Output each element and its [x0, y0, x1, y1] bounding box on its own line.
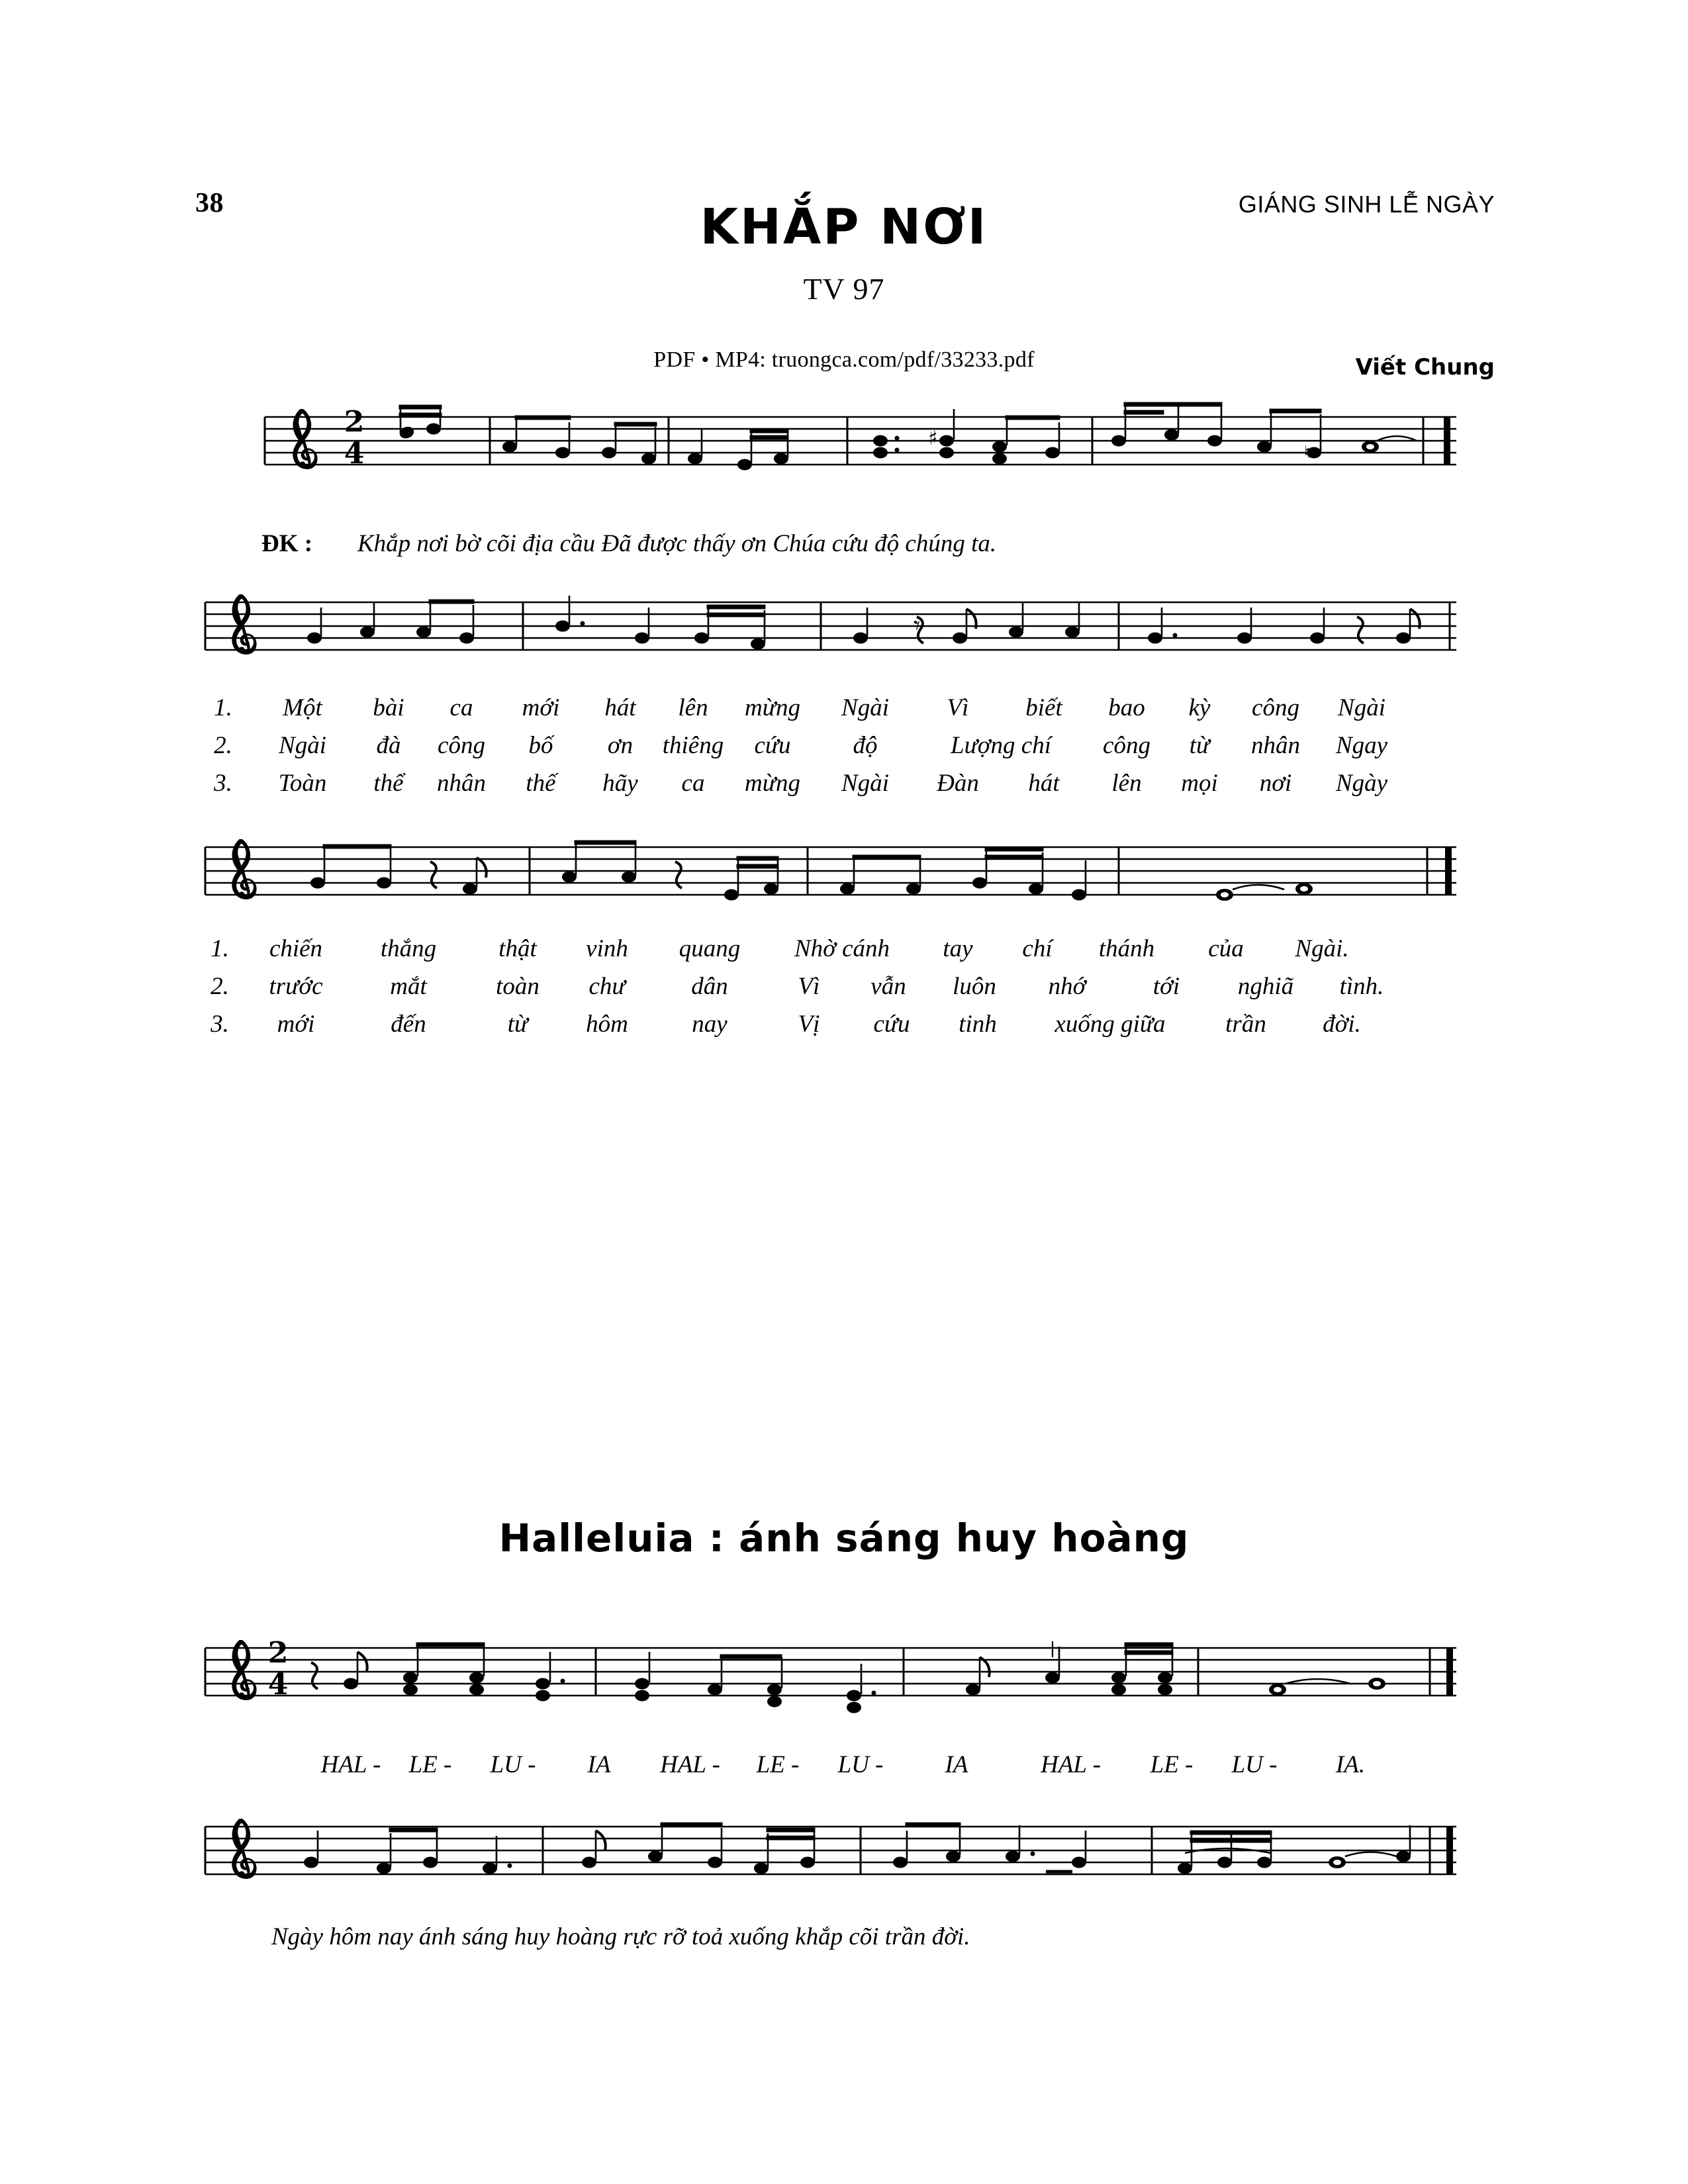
liturgical-season-label: GIÁNG SINH LỄ NGÀY — [1238, 191, 1495, 218]
refrain-label: ĐK : — [261, 530, 313, 557]
media-links-line: PDF • MP4: truongca.com/pdf/33233.pdf — [653, 347, 1035, 372]
time-signature-2-4 — [344, 405, 365, 471]
verse-line-3a: 3. Toàn thể nhân thế hãy ca mừng Ngài Đàn hát lên mọi nơi Ngày — [214, 770, 1388, 797]
composer-name: Viết Chung — [1355, 354, 1495, 381]
halleluia-lyrics-line-1: HAL - LE - LU - IA HAL - LE - LU - IA HAL - LE - LU - IA. — [320, 1751, 1366, 1778]
staff-system-4 — [192, 1628, 1470, 1717]
treble-clef-icon — [293, 409, 317, 469]
verse-line-1b: 1. chiến thắng thật vinh quang Nhờ cánh tay chí thánh của Ngài. — [211, 935, 1349, 962]
verse-line-2a: 2. Ngài đà công bố ơn thiêng cứu độ Lượng chí công từ nhân Ngay — [214, 732, 1388, 759]
treble-clef-icon — [232, 594, 256, 655]
staff-system-1 — [252, 397, 1470, 483]
time-signature-2-4 — [268, 1636, 289, 1702]
svg-text:2: 2 — [344, 405, 365, 439]
staff-lines-5 — [192, 1807, 1470, 1896]
verse-line-1a: 1. Một bài ca mới hát lên mừng Ngài Vì biết bao kỳ công Ngài — [214, 694, 1385, 721]
halleluia-section-title: Halleluia : ánh sáng huy hoàng — [498, 1516, 1190, 1561]
staff-lines-2 — [192, 582, 1470, 672]
svg-text:2: 2 — [267, 1636, 289, 1670]
treble-clef-icon — [232, 1819, 256, 1879]
halleluia-lyrics-line-2: Ngày hôm nay ánh sáng huy hoàng rực rỡ toả xuống khắp cõi trần đời. — [271, 1923, 970, 1950]
staff-lines-4 — [192, 1628, 1470, 1717]
staff-lines-1 — [252, 397, 1470, 483]
treble-clef-icon — [232, 1640, 256, 1700]
song-subtitle: TV 97 — [803, 272, 885, 306]
treble-clef-icon — [232, 839, 256, 899]
verse-line-2b: 2. trước mắt toàn chư dân Vì vẫn luôn nhớ tới nghiã tình. — [211, 973, 1384, 1000]
staff-system-3 — [192, 827, 1470, 917]
svg-text:♮: ♮ — [1304, 443, 1311, 463]
staff-system-5 — [192, 1807, 1470, 1896]
refrain-text: Khắp nơi bờ cõi địa cầu Đã được thấy ơn Chúa cứu độ chúng ta. — [357, 530, 997, 557]
svg-text:𝄾: 𝄾 — [914, 611, 921, 640]
staff-lines-3 — [192, 827, 1470, 917]
verse-line-3b: 3. mới đến từ hôm nay Vị cứu tinh xuống giữa trần đời. — [211, 1011, 1361, 1038]
page-number: 38 — [195, 188, 224, 218]
svg-text:4: 4 — [344, 437, 365, 471]
svg-text:♯: ♯ — [928, 427, 938, 450]
svg-text:4: 4 — [267, 1668, 289, 1702]
staff-system-2 — [192, 582, 1470, 672]
page-title: KHẮP NƠI — [700, 199, 988, 255]
